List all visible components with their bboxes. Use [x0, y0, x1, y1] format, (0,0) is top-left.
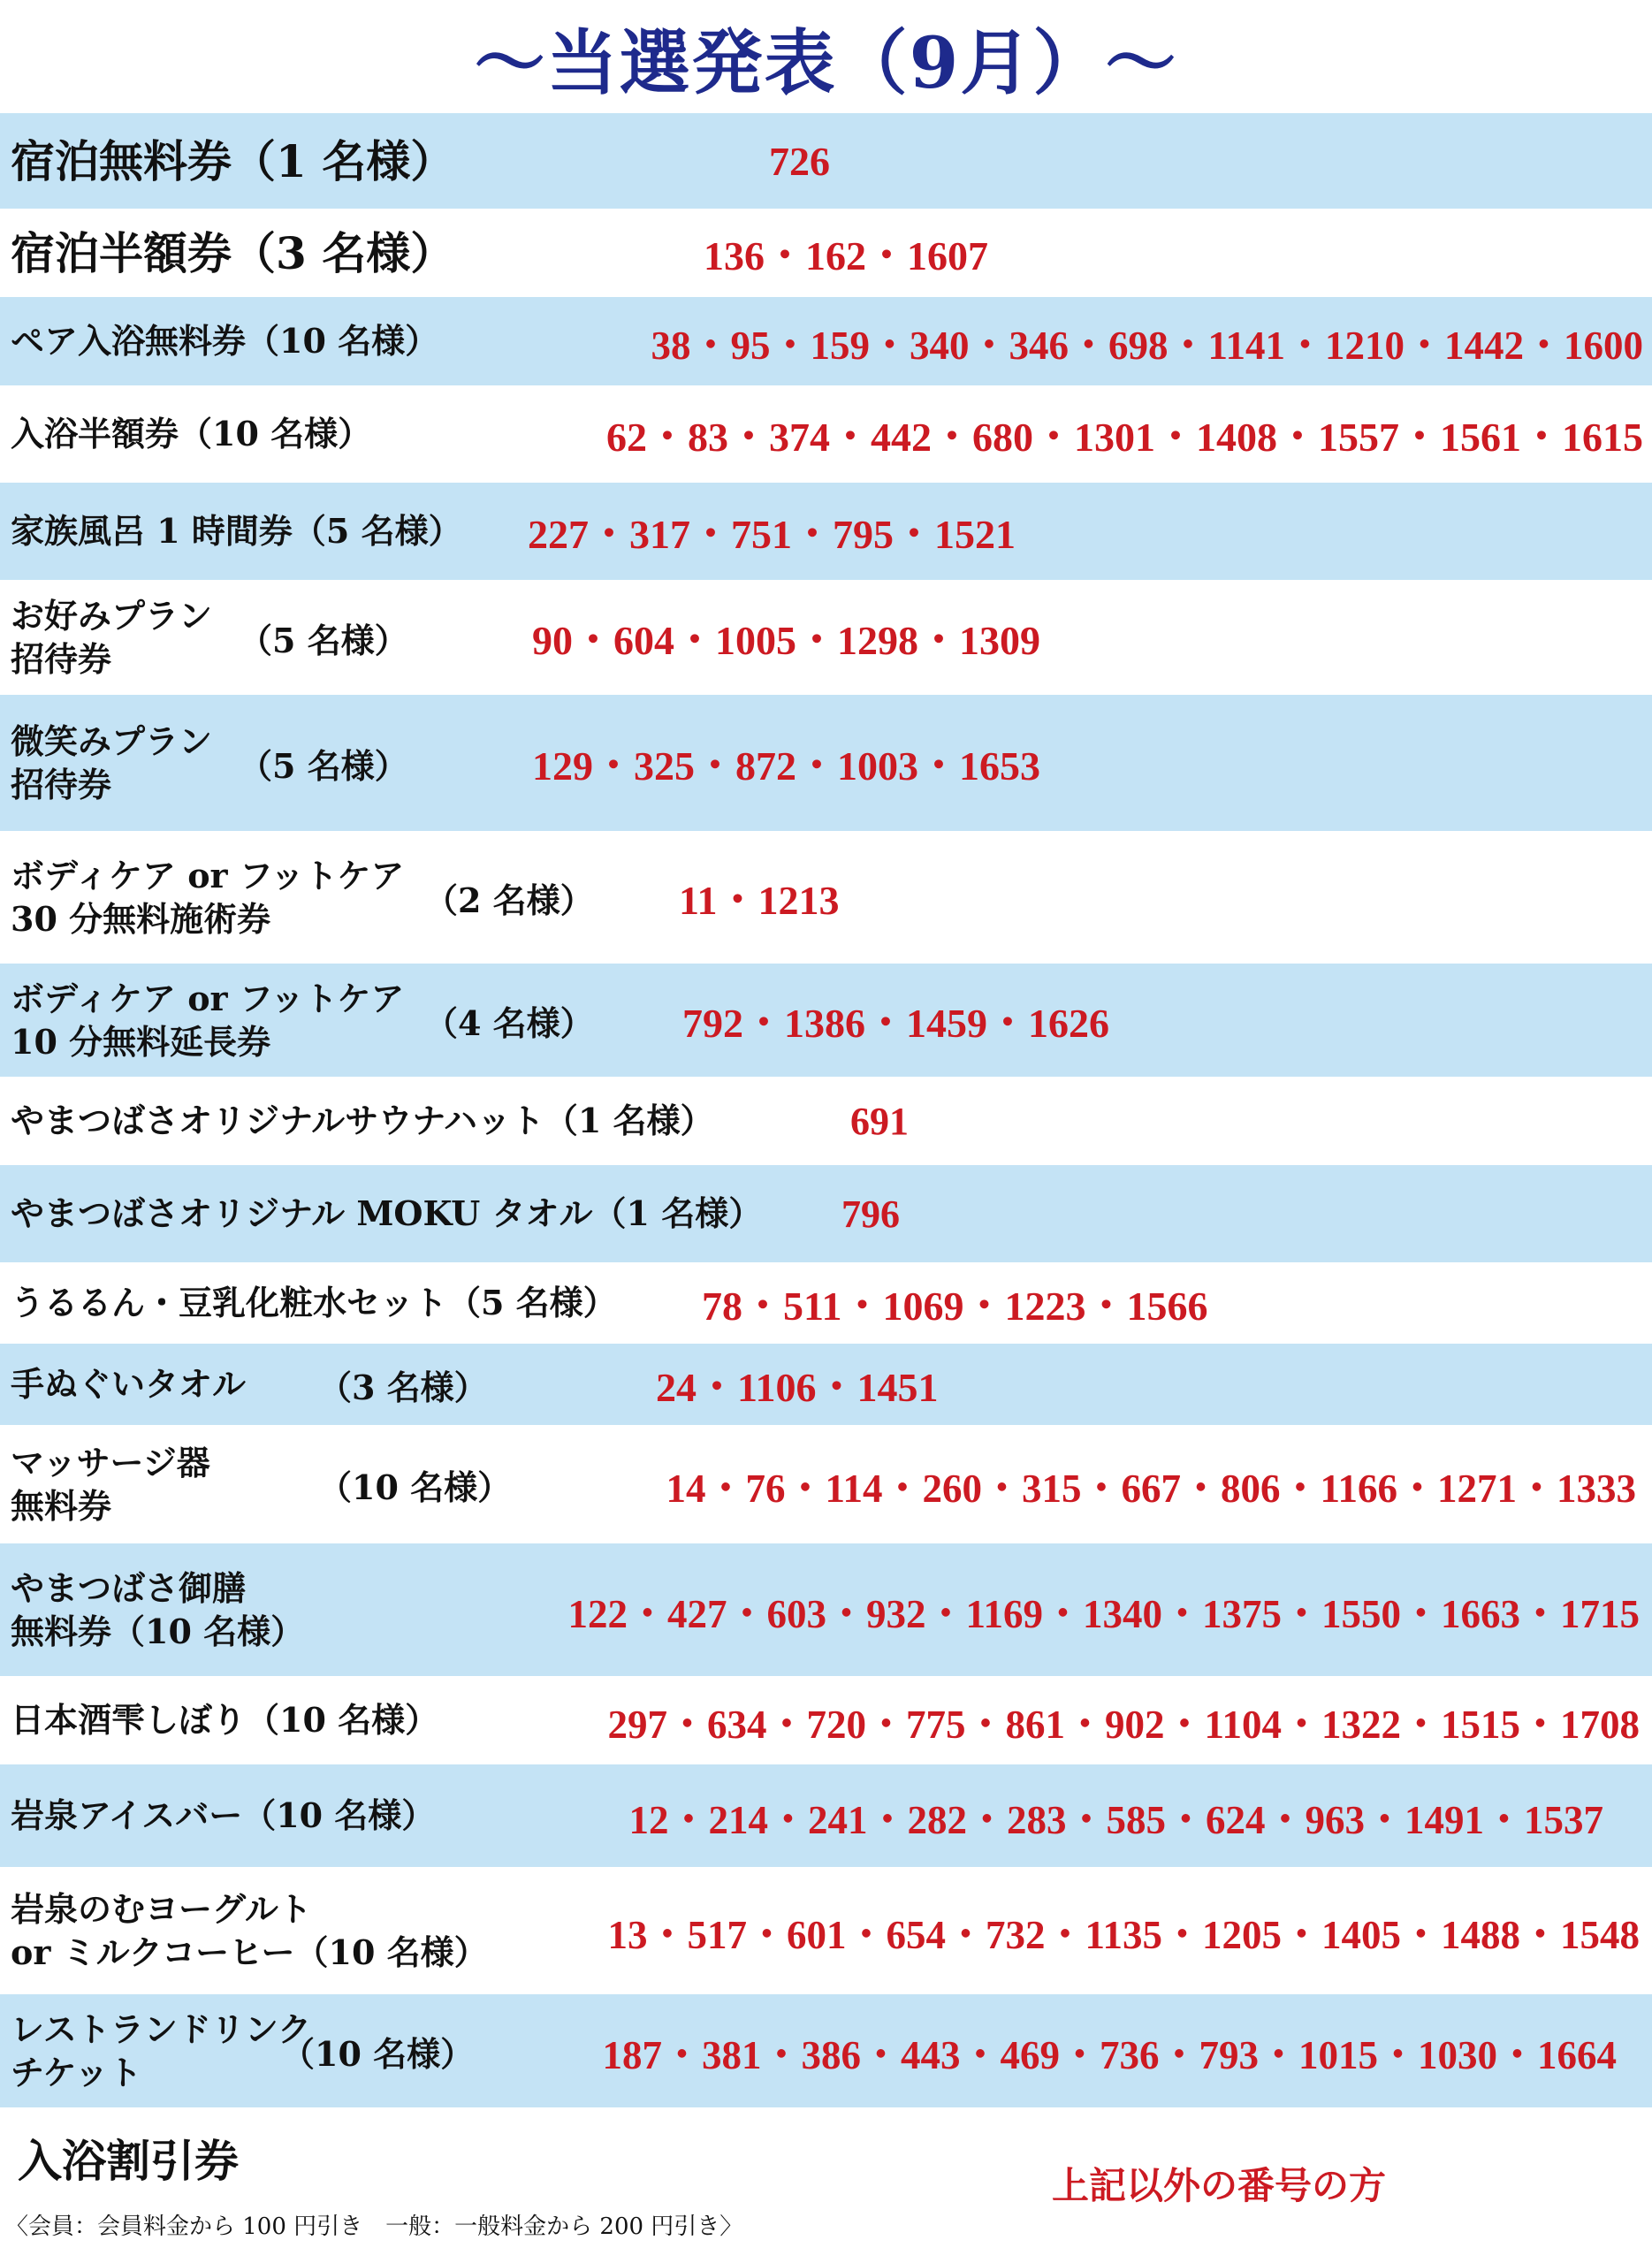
winner-count: （10 名様）	[318, 1467, 512, 1507]
prize-name-line: 無料券	[11, 1486, 112, 1526]
prize-name	[11, 385, 371, 483]
other-numbers-text: 上記以外の番号の方	[1052, 2164, 1387, 2207]
winning-numbers: 129・325・872・1003・1653	[532, 743, 1040, 789]
prize-name	[11, 1867, 488, 1994]
winning-numbers: 136・162・1607	[704, 233, 988, 278]
prize-row	[0, 113, 1652, 209]
winner-count: （5 名様）	[239, 620, 408, 660]
prize-name-line: 宿泊無料券（1 名様）	[11, 134, 455, 187]
prize-name-line: 宿泊半額券（3 名様）	[11, 226, 455, 279]
prize-name-line: 無料券（10 名様）	[11, 1612, 305, 1651]
winning-numbers: 227・317・751・795・1521	[528, 512, 1016, 557]
prize-row	[0, 1676, 1652, 1764]
prize-row	[0, 1425, 1652, 1543]
winning-numbers: 62・83・374・442・680・1301・1408・1557・1561・1615	[606, 415, 1643, 460]
winning-numbers: 14・76・114・260・315・667・806・1166・1271・1333	[666, 1466, 1636, 1511]
prize-row	[0, 1543, 1652, 1676]
prize-row	[0, 385, 1652, 483]
prize-name-line: 10 分無料延長券	[11, 1022, 271, 1062]
winning-numbers: 90・604・1005・1298・1309	[532, 618, 1040, 663]
prize-row	[0, 1077, 1652, 1165]
prize-name-line: お好みプラン	[11, 595, 213, 636]
prize-row	[0, 209, 1652, 297]
prize-row	[0, 1764, 1652, 1867]
prize-name	[11, 1165, 762, 1262]
prize-name	[11, 297, 438, 385]
prize-name	[11, 1344, 246, 1425]
prize-name-line: 日本酒雫しぼり（10 名様）	[11, 1700, 439, 1741]
prize-name	[11, 1262, 617, 1344]
prize-name-line: 30 分無料施術券	[11, 899, 271, 939]
prize-row	[0, 964, 1652, 1077]
prize-name-line: レストランドリンク	[11, 2008, 312, 2049]
prize-name	[11, 1425, 210, 1543]
winning-numbers: 38・95・159・340・346・698・1141・1210・1442・1600	[651, 323, 1643, 368]
prize-name-line: ボディケア or フットケア	[11, 855, 405, 895]
prize-name	[11, 831, 404, 964]
prize-row	[0, 297, 1652, 385]
winning-numbers: 122・427・603・932・1169・1340・1375・1550・1663・1715	[567, 1591, 1640, 1636]
prize-row	[0, 1867, 1652, 1994]
winner-count: （2 名様）	[424, 880, 594, 920]
winning-numbers: 297・634・720・775・861・902・1104・1322・1515・1708	[607, 1702, 1640, 1747]
prize-name	[11, 1543, 304, 1676]
winning-numbers: 13・517・601・654・732・1135・1205・1405・1488・1548	[607, 1912, 1640, 1957]
prize-row	[0, 1262, 1652, 1344]
prize-name-line: 招待券	[11, 639, 112, 679]
prize-row	[0, 580, 1652, 695]
winning-numbers: 12・214・241・282・283・585・624・963・1491・1537	[628, 1797, 1603, 1842]
winning-numbers: 24・1106・1451	[656, 1365, 939, 1410]
prize-name-line: 招待券	[11, 765, 112, 804]
prize-name-line: ペア入浴無料券（10 名様）	[11, 321, 439, 362]
prize-name	[11, 1764, 435, 1867]
prize-name	[11, 964, 404, 1077]
prize-row	[0, 831, 1652, 964]
prize-name	[11, 113, 454, 209]
prize-name-line: チケット	[11, 2053, 142, 2092]
prize-name-line: 手ぬぐいタオル	[11, 1364, 247, 1405]
prize-name-line: 微笑みプラン	[11, 720, 213, 761]
prize-name-line: ボディケア or フットケア	[11, 978, 405, 1018]
prize-name-line: 家族風呂 1 時間券（5 名様）	[11, 511, 462, 552]
winner-count: （4 名様）	[424, 1002, 594, 1043]
winner-count: （5 名様）	[239, 745, 408, 786]
prize-name-line: やまつばさオリジナル MOKU タオル（1 名様）	[11, 1193, 763, 1234]
winning-numbers: 691	[850, 1099, 909, 1143]
winning-numbers: 78・511・1069・1223・1566	[702, 1284, 1208, 1329]
prize-name	[11, 483, 462, 580]
prize-name-line: うるるん・豆乳化粧水セット（5 名様）	[11, 1283, 617, 1323]
winning-numbers: 796	[841, 1192, 900, 1236]
footer-title: 入浴割引券	[18, 2135, 239, 2187]
prize-row	[0, 483, 1652, 580]
prize-name	[11, 209, 454, 297]
discount-note: 〈会員：会員料金から 100 円引き 一般：一般料金から 200 円引き〉	[5, 2213, 743, 2240]
winner-count: （3 名様）	[318, 1367, 488, 1407]
winning-numbers: 11・1213	[679, 878, 840, 923]
prize-name-line: やまつばさオリジナルサウナハット（1 名様）	[11, 1101, 714, 1141]
winning-numbers: 726	[769, 138, 830, 184]
prize-name-line: or ミルクコーヒー（10 名様）	[11, 1932, 488, 1972]
prize-name	[11, 1994, 311, 2107]
winning-numbers: 187・381・386・443・469・736・793・1015・1030・1664	[602, 2032, 1617, 2077]
prize-row	[0, 1344, 1652, 1425]
prize-name	[11, 1077, 714, 1165]
page-title: ～当選発表（9月）～	[474, 20, 1178, 104]
prize-name-line: 入浴半額券（10 名様）	[11, 414, 372, 454]
prize-name-line: 岩泉のむヨーグルト	[11, 1888, 312, 1929]
prize-row	[0, 695, 1652, 831]
winning-numbers: 792・1386・1459・1626	[682, 1001, 1109, 1046]
prize-name-line: マッサージ器	[11, 1442, 210, 1482]
winner-count: （10 名様）	[281, 2033, 475, 2074]
prize-name	[11, 580, 212, 695]
prize-row	[0, 1165, 1652, 1262]
prize-name	[11, 695, 212, 831]
prize-name-line: 岩泉アイスバー（10 名様）	[11, 1795, 436, 1836]
prize-name	[11, 1676, 438, 1764]
prize-row	[0, 1994, 1652, 2107]
prize-name-line: やまつばさ御膳	[11, 1567, 247, 1608]
